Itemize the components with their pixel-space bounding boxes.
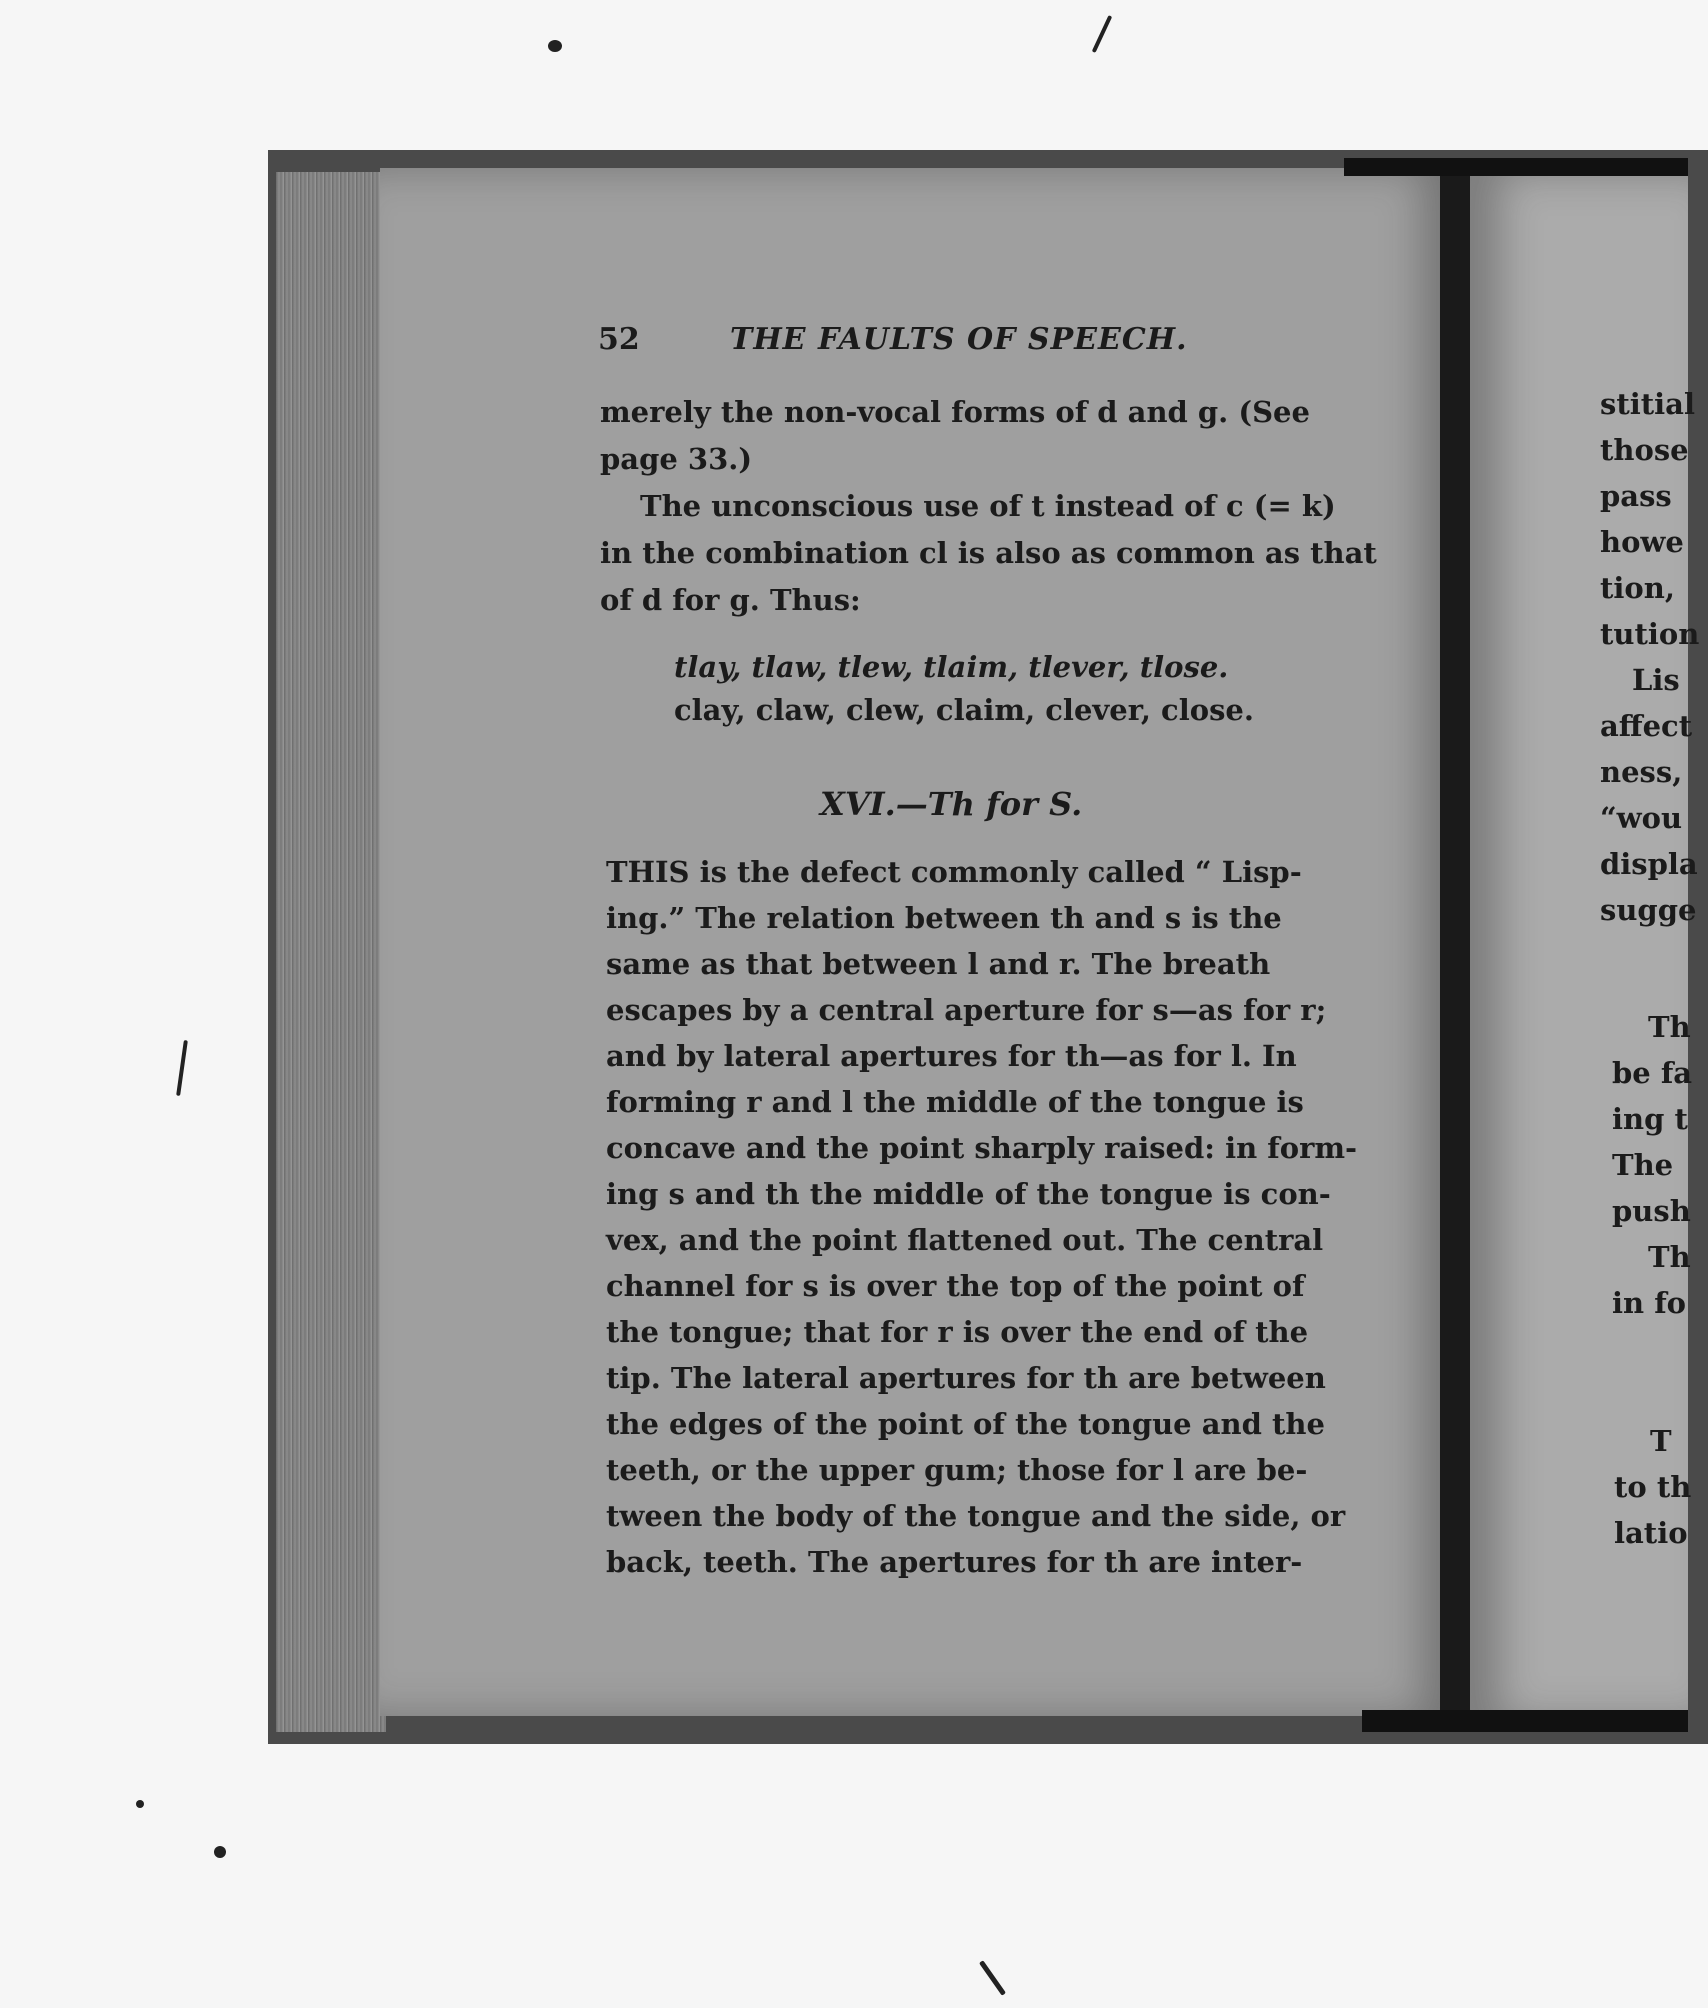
text-line: and by lateral apertures for th—as for l. In — [606, 1039, 1297, 1073]
right-page-fragment: affect — [1600, 709, 1693, 743]
scratch-mark — [1092, 15, 1113, 53]
text-line: concave and the point sharply raised: in form- — [606, 1131, 1358, 1165]
text-line: forming r and l the middle of the tongue is — [606, 1085, 1304, 1119]
clamp-bar-bottom — [1362, 1710, 1688, 1732]
right-page-fragment: those — [1600, 433, 1689, 467]
right-page-fragment: tution — [1600, 617, 1700, 651]
right-page-fragment: Th — [1648, 1240, 1691, 1274]
right-page-fragment: push — [1612, 1194, 1691, 1228]
book-gutter — [1440, 160, 1470, 1728]
dust-speck — [548, 40, 562, 52]
text-line: tween the body of the tongue and the side, or — [606, 1499, 1346, 1533]
dust-speck — [136, 1800, 144, 1808]
right-page-fragment: pass — [1600, 479, 1672, 513]
text-line: escapes by a central aperture for s—as for r; — [606, 993, 1327, 1027]
text-line: The unconscious use of t instead of c (= k) — [640, 489, 1336, 523]
scratch-mark — [979, 1960, 1006, 1996]
text-line: the edges of the point of the tongue and the — [606, 1407, 1325, 1441]
text-line: tip. The lateral apertures for th are between — [606, 1361, 1326, 1395]
text-line: teeth, or the upper gum; those for l are be- — [606, 1453, 1308, 1487]
text-line: vex, and the point flattened out. The central — [606, 1223, 1324, 1257]
dust-speck — [214, 1846, 226, 1858]
right-page-fragment: stitial — [1600, 387, 1695, 421]
right-page-fragment: T — [1650, 1424, 1672, 1458]
right-page-fragment: in fo — [1612, 1286, 1687, 1320]
right-page-fragment: to th — [1614, 1470, 1692, 1504]
text-line: channel for s is over the top of the point of — [606, 1269, 1305, 1303]
right-page-fragment: The — [1612, 1148, 1674, 1182]
text-line: of d for g. Thus: — [600, 583, 861, 617]
text-line: merely the non-vocal forms of d and g. (See — [600, 395, 1310, 429]
right-page-fragment: Lis — [1632, 663, 1680, 697]
running-head: THE FAULTS OF SPEECH. — [730, 322, 1188, 357]
text-line: page 33.) — [600, 442, 753, 476]
example-line: tlay, tlaw, tlew, tlaim, tlever, tlose. — [674, 650, 1229, 684]
section-heading: XVI.—Th for S. — [820, 785, 1083, 823]
text-line: in the combination cl is also as common as that — [600, 536, 1377, 570]
text-line: ing.” The relation between th and s is the — [606, 901, 1282, 935]
right-page-fragment: sugge — [1600, 893, 1697, 927]
text-line: THIS is the defect commonly called “ Lisp- — [606, 855, 1302, 889]
right-page-fragment: “wou — [1600, 801, 1683, 835]
right-page-fragment: be fa — [1612, 1056, 1693, 1090]
text-line: ing s and th the middle of the tongue is con- — [606, 1177, 1331, 1211]
page-edges — [276, 172, 386, 1732]
right-page-fragment: ing t — [1612, 1102, 1688, 1136]
text-line: the tongue; that for r is over the end of the — [606, 1315, 1309, 1349]
right-page-fragment: Th — [1648, 1010, 1691, 1044]
right-page-fragment: latio — [1614, 1516, 1688, 1550]
example-line: clay, claw, clew, claim, clever, close. — [674, 693, 1254, 727]
right-page-fragment: displa — [1600, 847, 1698, 881]
clamp-bar-top — [1344, 158, 1688, 176]
right-page-fragment: howe — [1600, 525, 1684, 559]
text-line: back, teeth. The apertures for th are inter- — [606, 1545, 1303, 1579]
page-number: 52 — [598, 322, 640, 357]
right-page-fragment: tion, — [1600, 571, 1675, 605]
text-line: same as that between l and r. The breath — [606, 947, 1271, 981]
right-page-fragment: ness, — [1600, 755, 1683, 789]
scratch-mark — [176, 1040, 188, 1096]
